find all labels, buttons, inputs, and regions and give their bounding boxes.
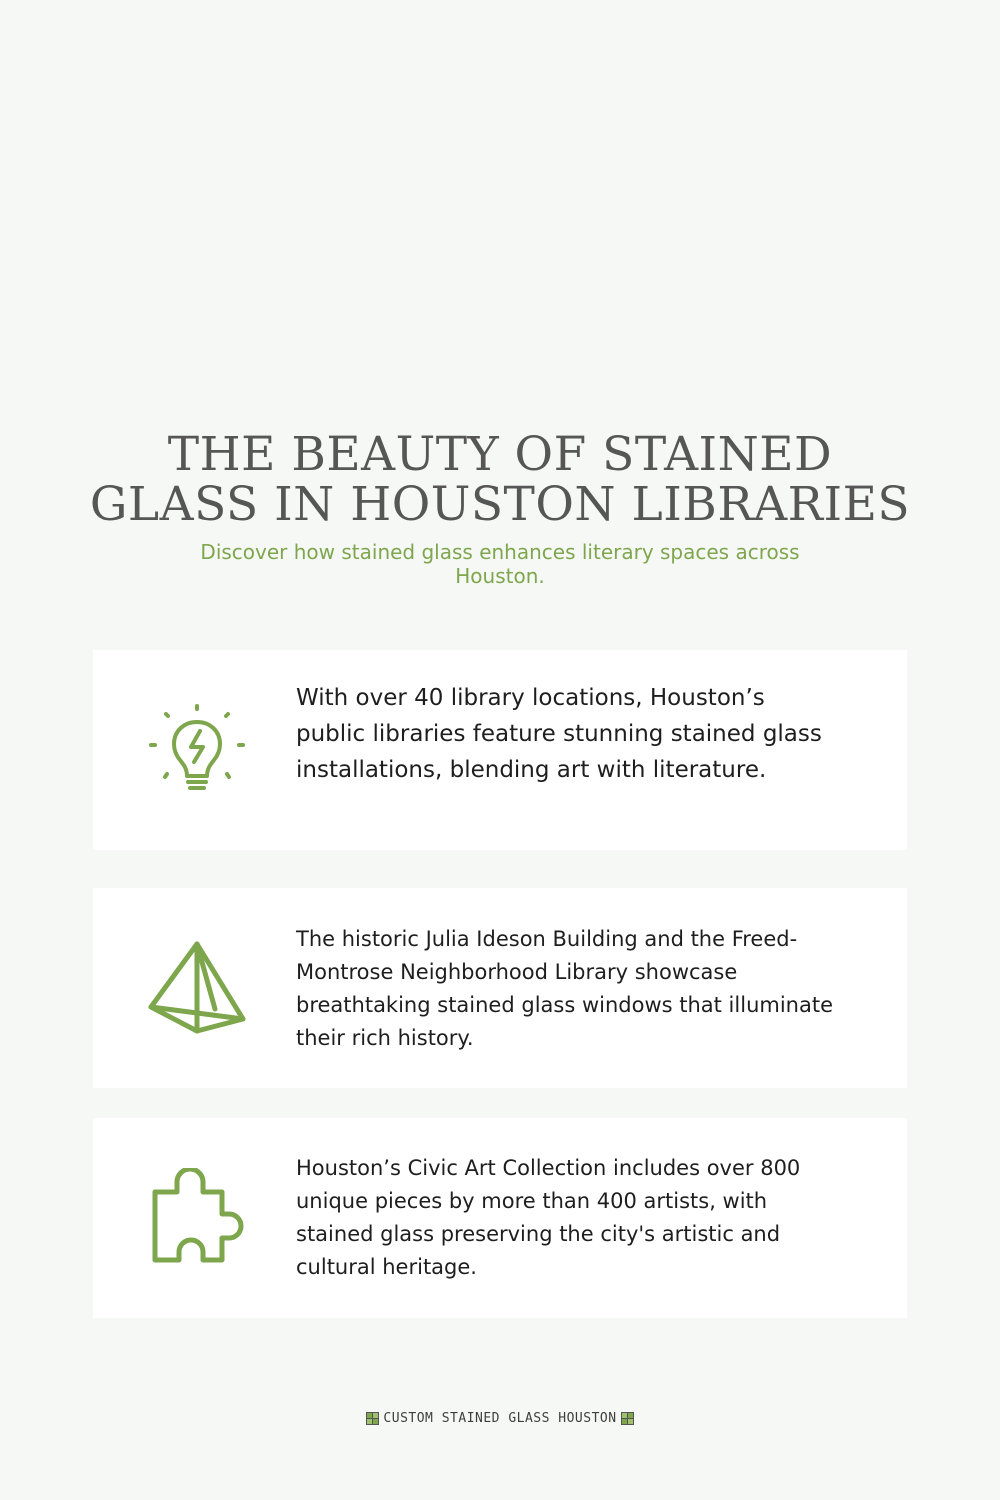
stained-glass-right-icon [621,1412,634,1425]
page-title-line-1: THE BEAUTY OF STAINED [167,427,833,482]
page-title [0,427,1000,532]
page-subtitle: Discover how stained glass enhances literary spaces across Houston. [200,540,800,588]
info-card-libraries [93,650,907,850]
stained-glass-left-icon [366,1412,379,1425]
puzzle-piece-icon [147,1168,247,1268]
info-card-civic-art [93,1118,907,1318]
card-text: The historic Julia Ideson Building and the Freed-Montrose Neighborhood Library showcase breathtaking stained glass windows that illuminate their rich history. [296,927,833,1050]
card-text: Houston’s Civic Art Collection includes over 800 unique pieces by more than 400 artists, with stained glass preserving the city's artistic and cultural heritage. [296,1156,801,1279]
pyramid-icon [147,938,247,1038]
footer [0,1410,1000,1429]
brand-name: CUSTOM STAINED GLASS HOUSTON [383,1411,617,1426]
page-header [0,427,1000,588]
card-text: With over 40 library locations, Houston’s public libraries feature stunning stained glass installations, blending art with literature. [296,685,822,783]
lightbulb-icon [147,698,247,798]
page-title-line-2: GLASS IN HOUSTON LIBRARIES [89,477,911,532]
info-card-historic-buildings [93,888,907,1088]
brand-logo [366,1411,633,1426]
